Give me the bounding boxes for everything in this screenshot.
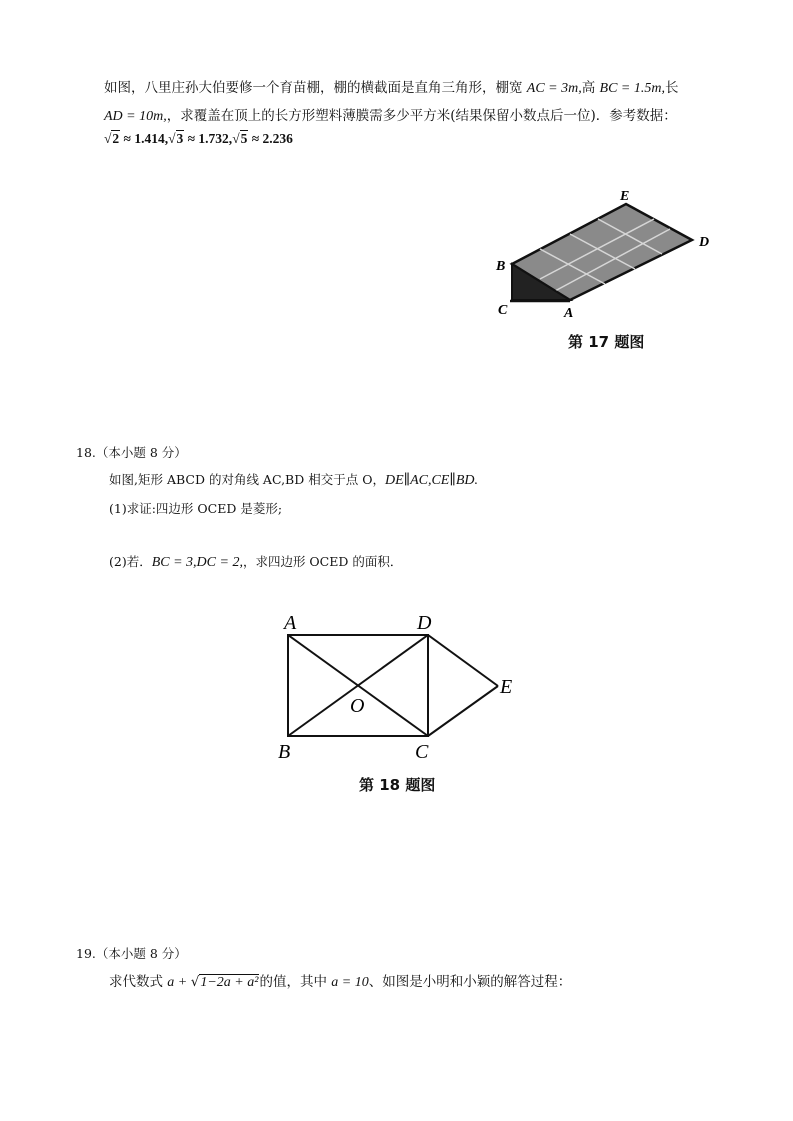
p17-line1: [104, 76, 679, 97]
p18-rectangle-figure: [270, 605, 530, 770]
p19-header: 19.（本小题 8 分）: [76, 946, 187, 961]
p17-ref-sqrt2: 2: [112, 131, 120, 146]
p19-mid: 的值，其中: [259, 974, 327, 990]
p18-line1: [109, 470, 478, 489]
p17-long-word: 长: [665, 80, 679, 96]
p17-high-word: 高: [581, 80, 596, 96]
p17-label-b: B: [496, 259, 506, 274]
p18-header: 18.（本小题 8 分）: [76, 445, 187, 460]
p18-label-o: O: [350, 695, 365, 717]
p17-question-text: ，求覆盖在顶上的长方形塑料薄膜需多少平方米(结果保留小数点后一位)．参考数据：: [166, 108, 677, 124]
p19-prefix: 求代数式: [109, 974, 163, 990]
p18-part1: (1)求证:四边形 OCED 是菱形;: [109, 501, 283, 516]
p18-label-a: A: [284, 612, 297, 634]
p17-ref-val3: ≈ 2.236: [248, 131, 293, 146]
p18-figure-caption: 第 18 题图: [359, 776, 436, 794]
p17-label-a: A: [564, 306, 574, 321]
p17-ref-val2: ≈ 1.732,: [184, 131, 233, 146]
sqrt-symbol: √: [232, 131, 240, 146]
p19-a-value: a = 10: [331, 975, 369, 990]
p19-radicand: 1−2a + a²: [200, 975, 259, 990]
sqrt-symbol: √: [190, 974, 200, 990]
p18-parallel-condition: DE∥AC,CE∥BD.: [384, 473, 478, 488]
p19-expr-a: a +: [167, 975, 191, 990]
p18-intro-text: 如图,矩形 ABCD 的对角线 AC,BD 相交于点 O，: [109, 472, 385, 487]
p19-suffix: 、如图是小明和小颖的解答过程：: [368, 974, 572, 990]
p17-greenhouse-figure: [490, 182, 720, 327]
p17-label-d: D: [699, 235, 710, 250]
p17-label-c: C: [498, 303, 508, 318]
p17-line2: [104, 104, 677, 125]
p18-label-d: D: [417, 612, 432, 634]
p17-ac-expr: AC = 3m,: [526, 81, 582, 96]
p18-label-c: C: [415, 741, 429, 763]
p18-label-b: B: [278, 741, 291, 763]
p17-ref-sqrt3: 3: [176, 131, 184, 146]
p17-ad-expr: AD = 10m,: [104, 109, 167, 124]
sqrt-symbol: √: [104, 131, 112, 146]
p18-given-values: BC = 3,DC = 2,: [151, 555, 243, 570]
p19-line1: [109, 970, 571, 991]
p18-part2-prefix: (2)若．: [109, 554, 152, 569]
p17-figure-caption: 第 17 题图: [568, 333, 645, 351]
p18-segment-de: [428, 635, 498, 686]
p17-ref-sqrt5: 5: [240, 131, 248, 146]
p18-part2-suffix: ，求四边形 OCED 的面积．: [242, 554, 403, 569]
p18-segment-ce: [428, 686, 498, 736]
p17-bc-expr: BC = 1.5m,: [599, 81, 665, 96]
p17-label-e: E: [620, 189, 630, 204]
p17-reference-data: [104, 131, 293, 147]
p18-label-e: E: [500, 676, 513, 698]
p17-intro-text: 如图，八里庄孙大伯要修一个育苗棚，棚的横截面是直角三角形，棚宽: [104, 80, 523, 96]
sqrt-symbol: √: [168, 131, 176, 146]
p18-part2: [109, 552, 402, 571]
p17-ref-val1: ≈ 1.414,: [120, 131, 169, 146]
